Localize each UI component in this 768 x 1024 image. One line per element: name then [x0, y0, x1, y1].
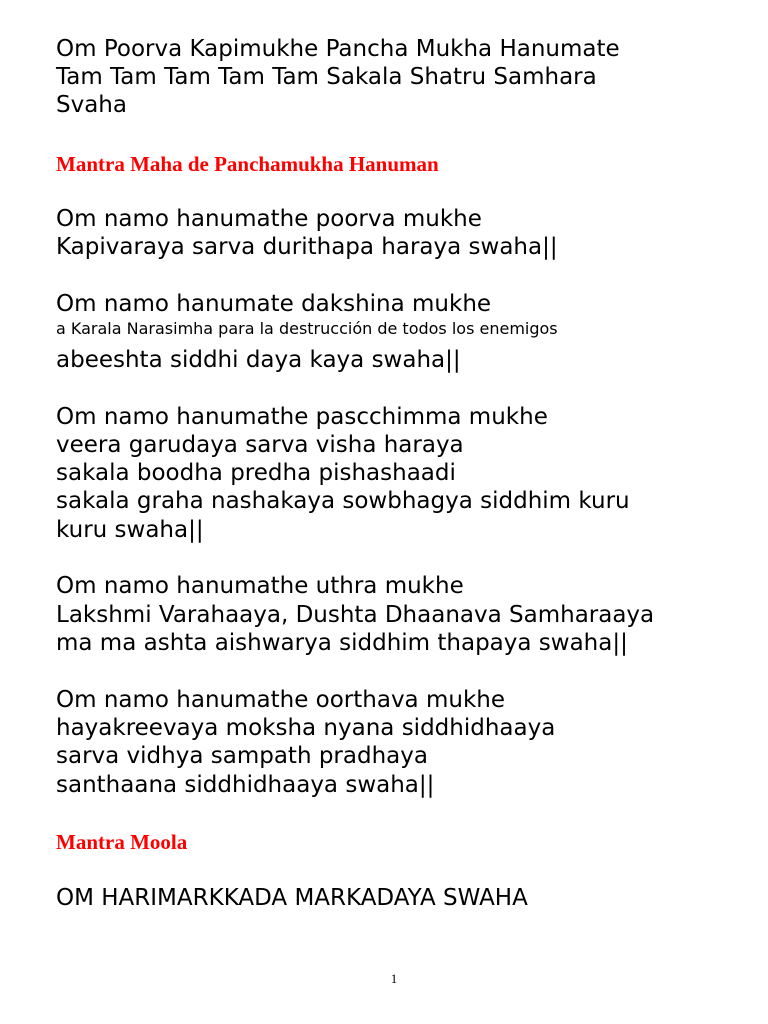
verse-5-line-3: sarva vidhya sampath pradhaya: [56, 743, 428, 769]
intro-line-1: Om Poorva Kapimukhe Pancha Mukha Hanumate: [56, 36, 620, 62]
verse-4-line-2: Lakshmi Varahaaya, Dushta Dhaanava Samharaaya: [56, 602, 655, 628]
verse-1-line-2: Kapivaraya sarva durithapa haraya swaha||: [56, 234, 558, 260]
verse-3-line-5: kuru swaha||: [56, 517, 204, 543]
verse-1-line-1: Om namo hanumathe poorva mukhe: [56, 206, 482, 232]
verse-3-line-1: Om namo hanumathe pascchimma mukhe: [56, 404, 548, 430]
verse-5-line-2: hayakreevaya moksha nyana siddhidhaaya: [56, 715, 556, 741]
verse-4-line-1: Om namo hanumathe uthra mukhe: [56, 573, 464, 599]
verse-2-line-2: abeeshta siddhi daya kaya swaha||: [56, 347, 461, 373]
moola-mantra: OM HARIMARKKADA MARKADAYA SWAHA: [56, 885, 528, 911]
heading-mantra-moola: Mantra Moola: [56, 830, 188, 854]
verse-3-line-2: veera garudaya sarva visha haraya: [56, 432, 464, 458]
heading-mantra-maha: Mantra Maha de Panchamukha Hanuman: [56, 152, 439, 176]
verse-4-line-3: ma ma ashta aishwarya siddhim thapaya swaha||: [56, 630, 628, 656]
verse-2-note: a Karala Narasimha para la destrucción de todos los enemigos: [56, 319, 558, 338]
verse-3-line-3: sakala boodha predha pishashaadi: [56, 460, 456, 486]
intro-line-3: Svaha: [56, 92, 127, 118]
verse-5-line-1: Om namo hanumathe oorthava mukhe: [56, 687, 505, 713]
intro-line-2: Tam Tam Tam Tam Tam Sakala Shatru Samhara: [56, 64, 597, 90]
verse-5-line-4: santhaana siddhidhaaya swaha||: [56, 772, 435, 798]
verse-2-line-1: Om namo hanumate dakshina mukhe: [56, 291, 492, 317]
page-number: 1: [390, 971, 398, 986]
verse-3-line-4: sakala graha nashakaya sowbhagya siddhim kuru: [56, 488, 630, 514]
